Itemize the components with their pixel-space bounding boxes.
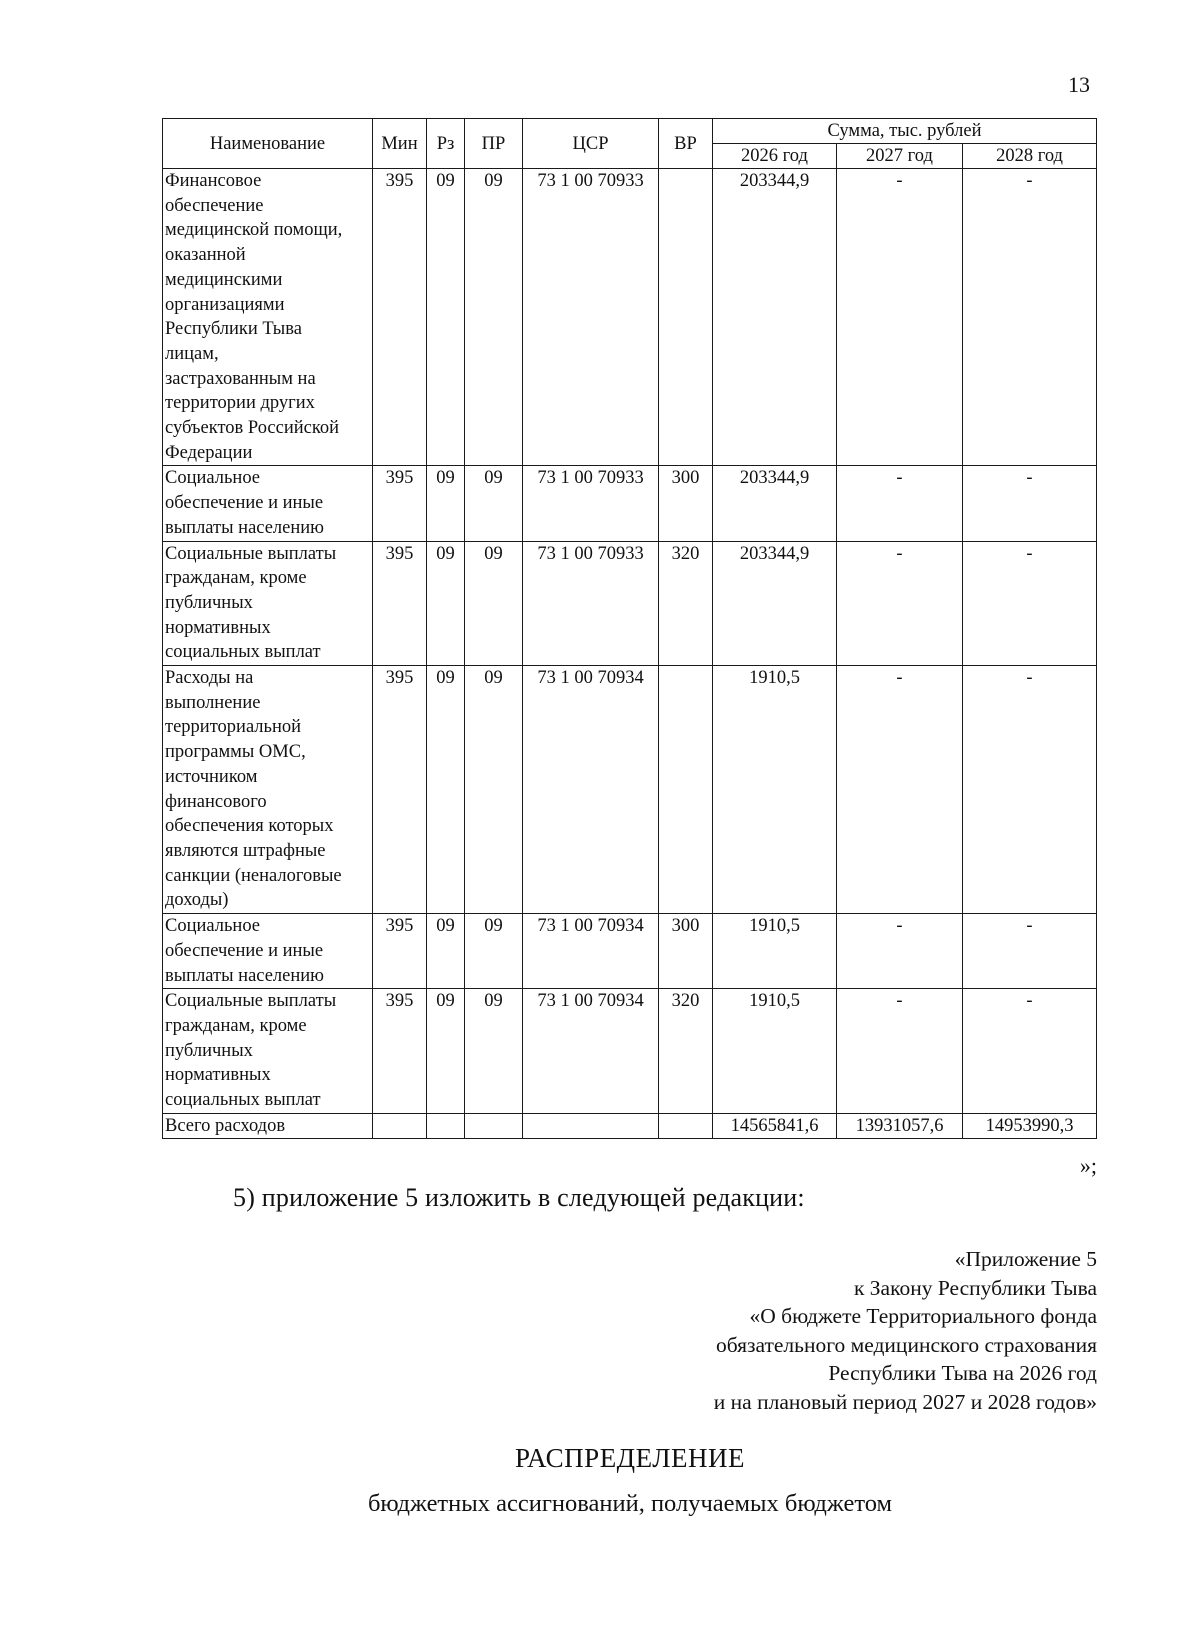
pr-cell: 09 [465,989,523,1114]
total-empty-cell [427,1113,465,1139]
row-name-cell [163,914,373,989]
rz-cell: 09 [427,666,465,914]
row-name-line: медицинской помощи, [165,220,343,241]
header-year-2028: 2028 год [963,144,1097,169]
row-name-line: обеспечение и иные [165,493,324,514]
total-label-cell: Всего расходов [163,1113,373,1139]
appendix-line: Республики Тыва на 2026 год [828,1361,1097,1385]
header-pr: ПР [465,119,523,169]
amount-2027-cell: - [837,541,963,666]
vr-cell [659,169,713,466]
amount-2028-cell: - [963,466,1097,541]
row-name-cell [163,541,373,666]
row-name-line: выполнение [165,692,261,713]
amount-2027-cell: - [837,989,963,1114]
amount-2027-cell: - [837,169,963,466]
row-name-line: публичных [165,592,253,613]
amount-2026-cell: 1910,5 [713,989,837,1114]
row-name-line: нормативных [165,617,271,638]
header-rz: Рз [427,119,465,169]
vr-cell: 320 [659,989,713,1114]
row-name-line: обеспечение и иные [165,940,324,961]
row-name-line: лицам, [165,343,219,364]
total-2026-cell: 14565841,6 [713,1113,837,1139]
rz-cell: 09 [427,914,465,989]
row-name-cell [163,466,373,541]
amount-2028-cell: - [963,914,1097,989]
header-csr: ЦСР [523,119,659,169]
vr-cell: 320 [659,541,713,666]
amount-2027-cell: - [837,914,963,989]
appendix-line: обязательного медицинского страхования [715,1332,1097,1357]
row-name-line: Социальное [165,468,261,489]
total-empty-cell [465,1113,523,1139]
amount-2028-cell: - [963,169,1097,466]
total-empty-cell [659,1113,713,1139]
row-name-line: нормативных [165,1065,271,1086]
row-name-line: доходы) [165,890,229,911]
row-name-line: обеспечение [165,195,264,216]
pr-cell: 09 [465,666,523,914]
appendix-header [714,1245,1097,1416]
row-name-line: выплаты населению [165,965,324,986]
rz-cell: 09 [427,989,465,1114]
amount-2027-cell: - [837,666,963,914]
total-empty-cell [373,1113,427,1139]
row-name-cell [163,666,373,914]
amount-2026-cell: 203344,9 [713,169,837,466]
table-body [163,169,1097,1139]
table-row [163,169,1097,466]
row-name-line: Социальные выплаты [165,991,337,1012]
appendix-line: к Закону Республики Тыва [853,1275,1097,1300]
row-name-line: медицинскими [165,269,283,290]
header-year-2026: 2026 год [713,144,837,169]
row-name-line: санкции (неналоговые [165,865,342,886]
rz-cell: 09 [427,541,465,666]
csr-cell: 73 1 00 70934 [523,666,659,914]
row-name-line: территории других [165,393,315,414]
row-name-line: застрахованным на [165,368,316,389]
header-name: Наименование [163,119,373,169]
row-name-line: субъектов Российской [165,418,340,439]
document-title: РАСПРЕДЕЛЕНИЕ [514,1443,746,1473]
header-vr: ВР [659,119,713,169]
row-name-line: территориальной [165,717,302,738]
pr-cell: 09 [465,169,523,466]
row-name-line: социальных выплат [165,1090,321,1111]
amount-2026-cell: 203344,9 [713,466,837,541]
min-cell: 395 [373,466,427,541]
table-row [163,466,1097,541]
total-empty-cell [523,1113,659,1139]
rz-cell: 09 [427,466,465,541]
pr-cell: 09 [465,541,523,666]
amount-2028-cell: - [963,541,1097,666]
table-row [163,666,1097,914]
rz-cell: 09 [427,169,465,466]
amount-2028-cell: - [963,666,1097,914]
closing-quote: »; [1079,1153,1097,1178]
table-row [163,989,1097,1114]
total-row [163,1113,1097,1139]
csr-cell: 73 1 00 70934 [523,914,659,989]
row-name-line: программы ОМС, [165,742,306,763]
row-name-line: гражданам, кроме [165,568,307,589]
row-name-line: являются штрафные [165,840,326,861]
row-name-line: обеспечения которых [165,816,334,837]
row-name-line: оказанной [165,245,246,266]
row-name-cell [163,169,373,466]
pr-cell: 09 [465,466,523,541]
row-name-line: Республики Тыва [165,319,302,340]
header-year-2027: 2027 год [837,144,963,169]
row-name-line: гражданам, кроме [165,1015,307,1036]
amount-2027-cell: - [837,466,963,541]
appendix-line: «О бюджете Территориального фонда [749,1304,1097,1328]
row-name-line: Социальное [165,916,261,937]
row-name-line: социальных выплат [165,642,321,663]
row-name-line: Расходы на [165,668,254,689]
row-name-line: публичных [165,1040,253,1061]
row-name-line: Социальные выплаты [165,543,337,564]
table-row [163,914,1097,989]
amount-2028-cell: - [963,989,1097,1114]
amount-2026-cell: 1910,5 [713,666,837,914]
budget-table [162,118,1097,1139]
min-cell: 395 [373,989,427,1114]
csr-cell: 73 1 00 70934 [523,989,659,1114]
document-subtitle: бюджетных ассигнований, получаемых бюджетом [367,1490,893,1517]
appendix-line: и на плановый период 2027 и 2028 годов» [713,1389,1097,1414]
instruction-text: 5) приложение 5 изложить в следующей редакции: [233,1183,805,1212]
vr-cell: 300 [659,466,713,541]
row-name-line: Финансовое [165,171,262,191]
amount-2026-cell: 1910,5 [713,914,837,989]
row-name-line: финансового [165,791,267,812]
min-cell: 395 [373,169,427,466]
row-name-line: Федерации [165,442,253,463]
header-min: Мин [373,119,427,169]
total-2027-cell: 13931057,6 [837,1113,963,1139]
csr-cell: 73 1 00 70933 [523,466,659,541]
row-name-line: источником [165,766,258,787]
row-name-line: выплаты населению [165,517,324,538]
min-cell: 395 [373,666,427,914]
header-row [163,119,1097,144]
row-name-line: организациями [165,294,285,315]
appendix-line: «Приложение 5 [954,1247,1097,1271]
row-name-cell [163,989,373,1114]
csr-cell: 73 1 00 70933 [523,169,659,466]
vr-cell [659,666,713,914]
vr-cell: 300 [659,914,713,989]
header-sum-group: Сумма, тыс. рублей [713,119,1097,144]
page-number: 13 [1068,72,1090,97]
pr-cell: 09 [465,914,523,989]
csr-cell: 73 1 00 70933 [523,541,659,666]
total-2028-cell: 14953990,3 [963,1113,1097,1139]
table-row [163,541,1097,666]
amount-2026-cell: 203344,9 [713,541,837,666]
min-cell: 395 [373,914,427,989]
min-cell: 395 [373,541,427,666]
